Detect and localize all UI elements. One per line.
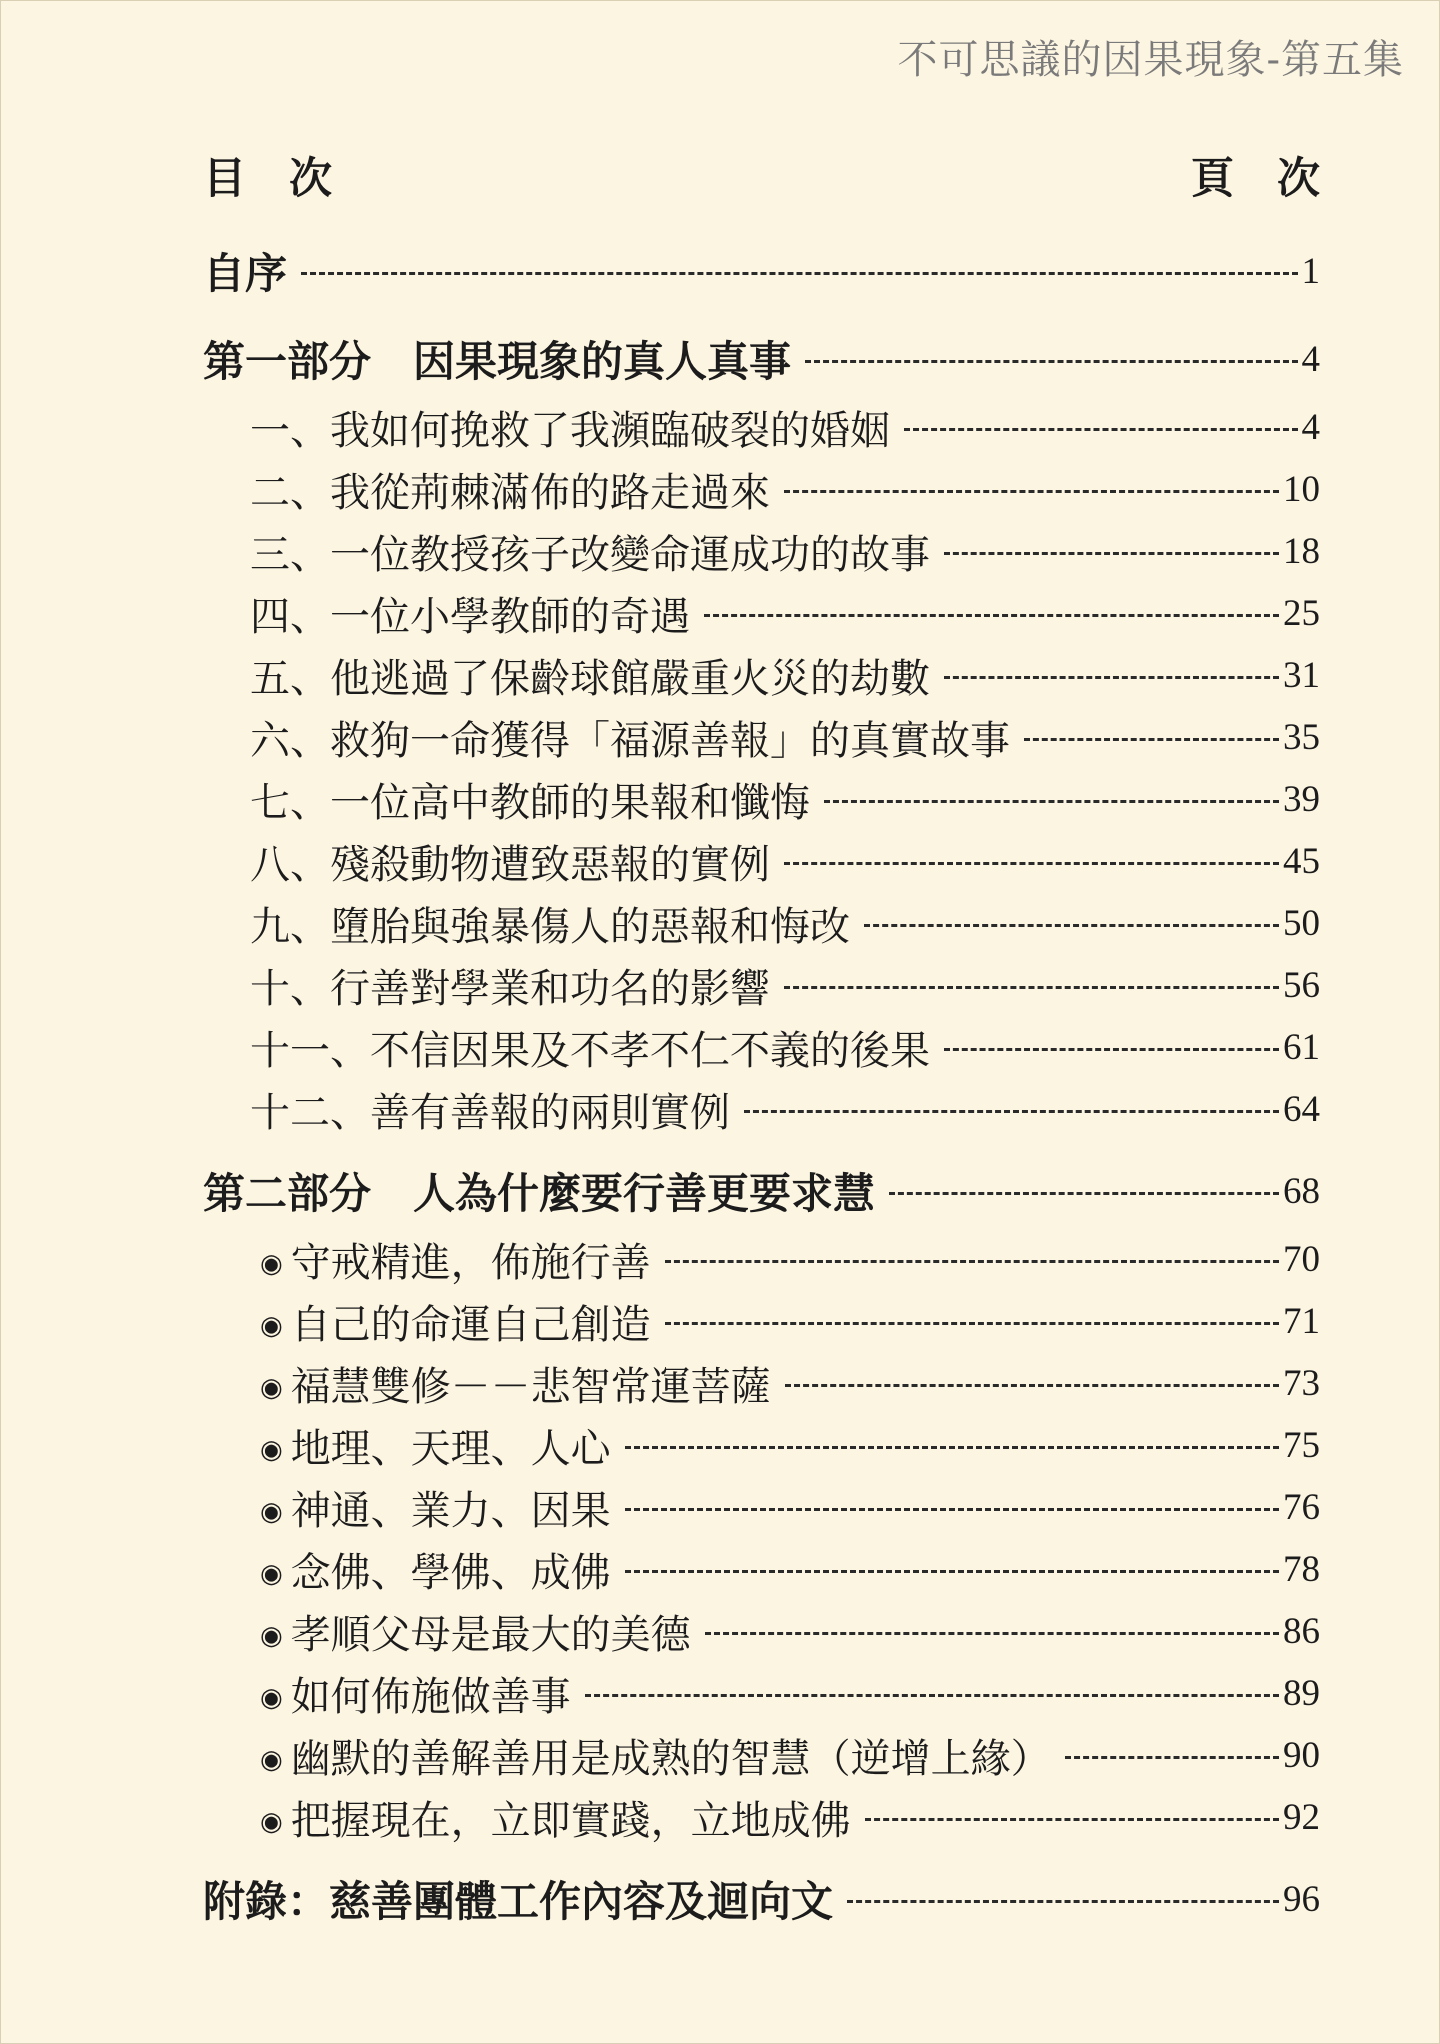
toc-entry-part2[interactable] <box>203 1154 1320 1228</box>
bullet-icon: ◉ <box>260 1434 283 1465</box>
entry-page: 68 <box>1283 1170 1320 1212</box>
dot-leader <box>665 1322 1279 1325</box>
entry-page: 39 <box>1283 778 1320 820</box>
dot-leader <box>1024 738 1279 741</box>
topic-label-wrap <box>203 1231 651 1288</box>
dot-leader <box>705 1632 1279 1635</box>
entry-page: 70 <box>1283 1238 1320 1280</box>
entry-page: 64 <box>1283 1088 1320 1130</box>
entry-label: 自序 <box>203 249 288 298</box>
topic-label-wrap <box>203 1603 691 1660</box>
dot-leader <box>625 1570 1279 1573</box>
dot-leader <box>944 676 1279 679</box>
toc-entry-chapter[interactable] <box>203 892 1320 954</box>
entry-label: 五、他逃過了保齡球館嚴重火災的劫數 <box>250 655 930 702</box>
toc-entry-chapter[interactable] <box>203 458 1320 520</box>
entry-page: 92 <box>1283 1796 1320 1838</box>
entry-label: 三、一位教授孩子改變命運成功的故事 <box>250 531 930 578</box>
entry-label: 十一、不信因果及不孝不仁不義的後果 <box>250 1027 930 1074</box>
entry-label: 四、一位小學教師的奇遇 <box>250 593 690 640</box>
toc-entry-topic[interactable] <box>203 1786 1320 1848</box>
toc-entry-chapter[interactable] <box>203 582 1320 644</box>
entry-label: 把握現在，立即實踐，立地成佛 <box>290 1797 851 1844</box>
entry-label: 一、我如何挽救了我瀕臨破裂的婚姻 <box>250 407 890 454</box>
entry-label: 地理、天理、人心 <box>290 1425 611 1472</box>
entry-page: 89 <box>1283 1672 1320 1714</box>
topic-label-wrap <box>203 1417 611 1474</box>
bullet-icon: ◉ <box>260 1620 283 1651</box>
toc-entry-chapter[interactable] <box>203 830 1320 892</box>
bullet-icon: ◉ <box>260 1806 283 1837</box>
dot-leader <box>625 1446 1279 1449</box>
dot-leader <box>704 614 1279 617</box>
dot-leader <box>585 1694 1279 1697</box>
topic-label-wrap <box>203 1293 651 1350</box>
entry-label: 第一部分 因果現象的真人真事 <box>203 337 792 386</box>
dot-leader <box>847 1900 1279 1903</box>
toc-entry-topic[interactable] <box>203 1476 1320 1538</box>
entry-label: 第二部分 人為什麼要行善更要求慧 <box>203 1169 876 1218</box>
entry-label: 福慧雙修－－悲智常運菩薩 <box>290 1363 771 1410</box>
toc-entry-chapter[interactable] <box>203 706 1320 768</box>
topic-label-wrap <box>203 1541 611 1598</box>
dot-leader <box>665 1260 1279 1263</box>
dot-leader <box>864 924 1279 927</box>
entry-page: 61 <box>1283 1026 1320 1068</box>
toc-entry-appendix[interactable] <box>203 1862 1320 1936</box>
running-header: 不可思議的因果現象-第五集 <box>897 37 1404 83</box>
entry-page: 25 <box>1283 592 1320 634</box>
entry-label: 八、殘殺動物遭致惡報的實例 <box>250 841 770 888</box>
entry-page: 18 <box>1283 530 1320 572</box>
dot-leader <box>784 490 1279 493</box>
toc-entry-chapter[interactable] <box>203 644 1320 706</box>
entry-label: 二、我從荊棘滿佈的路走過來 <box>250 469 770 516</box>
entry-page: 4 <box>1301 406 1320 448</box>
bullet-icon: ◉ <box>260 1248 283 1279</box>
dot-leader <box>301 272 1297 275</box>
bullet-icon: ◉ <box>260 1372 283 1403</box>
entry-page: 96 <box>1283 1878 1320 1920</box>
entry-label: 自己的命運自己創造 <box>290 1301 651 1348</box>
toc-entry-topic[interactable] <box>203 1290 1320 1352</box>
entry-page: 4 <box>1301 338 1320 380</box>
dot-leader <box>824 800 1279 803</box>
entry-label: 幽默的善解善用是成熟的智慧（逆增上緣） <box>290 1735 1051 1782</box>
entry-label: 九、墮胎與強暴傷人的惡報和悔改 <box>250 903 850 950</box>
entry-label: 如何佈施做善事 <box>290 1673 571 1720</box>
toc-title: 目 次 <box>203 154 332 204</box>
table-of-contents <box>203 234 1320 1936</box>
dot-leader <box>944 552 1279 555</box>
dot-leader <box>785 1384 1279 1387</box>
toc-entry-topic[interactable] <box>203 1228 1320 1290</box>
bullet-icon: ◉ <box>260 1744 283 1775</box>
bullet-icon: ◉ <box>260 1682 283 1713</box>
dot-leader <box>784 986 1279 989</box>
toc-entry-topic[interactable] <box>203 1352 1320 1414</box>
topic-label-wrap <box>203 1479 611 1536</box>
topic-label-wrap <box>203 1727 1051 1784</box>
entry-page: 56 <box>1283 964 1320 1006</box>
entry-label: 附錄：慈善團體工作內容及迴向文 <box>203 1877 834 1926</box>
entry-label: 孝順父母是最大的美德 <box>290 1611 691 1658</box>
entry-page: 1 <box>1301 250 1320 292</box>
toc-entry-topic[interactable] <box>203 1600 1320 1662</box>
toc-entry-topic[interactable] <box>203 1538 1320 1600</box>
entry-label: 神通、業力、因果 <box>290 1487 611 1534</box>
dot-leader <box>944 1048 1279 1051</box>
dot-leader <box>625 1508 1279 1511</box>
entry-page: 50 <box>1283 902 1320 944</box>
entry-label: 念佛、學佛、成佛 <box>290 1549 611 1596</box>
entry-page: 90 <box>1283 1734 1320 1776</box>
entry-label: 守戒精進，佈施行善 <box>290 1239 651 1286</box>
topic-label-wrap <box>203 1355 771 1412</box>
bullet-icon: ◉ <box>260 1558 283 1589</box>
entry-page: 75 <box>1283 1424 1320 1466</box>
toc-entry-topic[interactable] <box>203 1724 1320 1786</box>
bullet-icon: ◉ <box>260 1310 283 1341</box>
entry-label: 六、救狗一命獲得「福源善報」的真實故事 <box>250 717 1010 764</box>
toc-entry-chapter[interactable] <box>203 768 1320 830</box>
toc-entry-chapter[interactable] <box>203 1078 1320 1140</box>
toc-entry-part1[interactable] <box>203 322 1320 396</box>
entry-page: 35 <box>1283 716 1320 758</box>
entry-page: 76 <box>1283 1486 1320 1528</box>
entry-page: 78 <box>1283 1548 1320 1590</box>
entry-page: 31 <box>1283 654 1320 696</box>
entry-label: 七、一位高中教師的果報和懺悔 <box>250 779 810 826</box>
toc-entry-chapter[interactable] <box>203 520 1320 582</box>
entry-page: 73 <box>1283 1362 1320 1404</box>
toc-entry-chapter[interactable] <box>203 396 1320 458</box>
toc-entry-chapter[interactable] <box>203 1016 1320 1078</box>
toc-entry-topic[interactable] <box>203 1414 1320 1476</box>
entry-page: 71 <box>1283 1300 1320 1342</box>
entry-label: 十二、善有善報的兩則實例 <box>250 1089 730 1136</box>
entry-label: 十、行善對學業和功名的影響 <box>250 965 770 1012</box>
page-column-title: 頁 次 <box>1191 154 1320 204</box>
toc-entry-preface[interactable] <box>203 234 1320 308</box>
entry-page: 10 <box>1283 468 1320 510</box>
entry-page: 86 <box>1283 1610 1320 1652</box>
dot-leader <box>889 1192 1279 1195</box>
dot-leader <box>805 360 1297 363</box>
dot-leader <box>865 1818 1279 1821</box>
entry-page: 45 <box>1283 840 1320 882</box>
topic-label-wrap <box>203 1665 571 1722</box>
toc-entry-topic[interactable] <box>203 1662 1320 1724</box>
dot-leader <box>784 862 1279 865</box>
toc-entry-chapter[interactable] <box>203 954 1320 1016</box>
topic-label-wrap <box>203 1789 851 1846</box>
dot-leader <box>744 1110 1279 1113</box>
dot-leader <box>904 428 1298 431</box>
dot-leader <box>1065 1756 1279 1759</box>
bullet-icon: ◉ <box>260 1496 283 1527</box>
toc-title-row <box>203 145 1320 205</box>
